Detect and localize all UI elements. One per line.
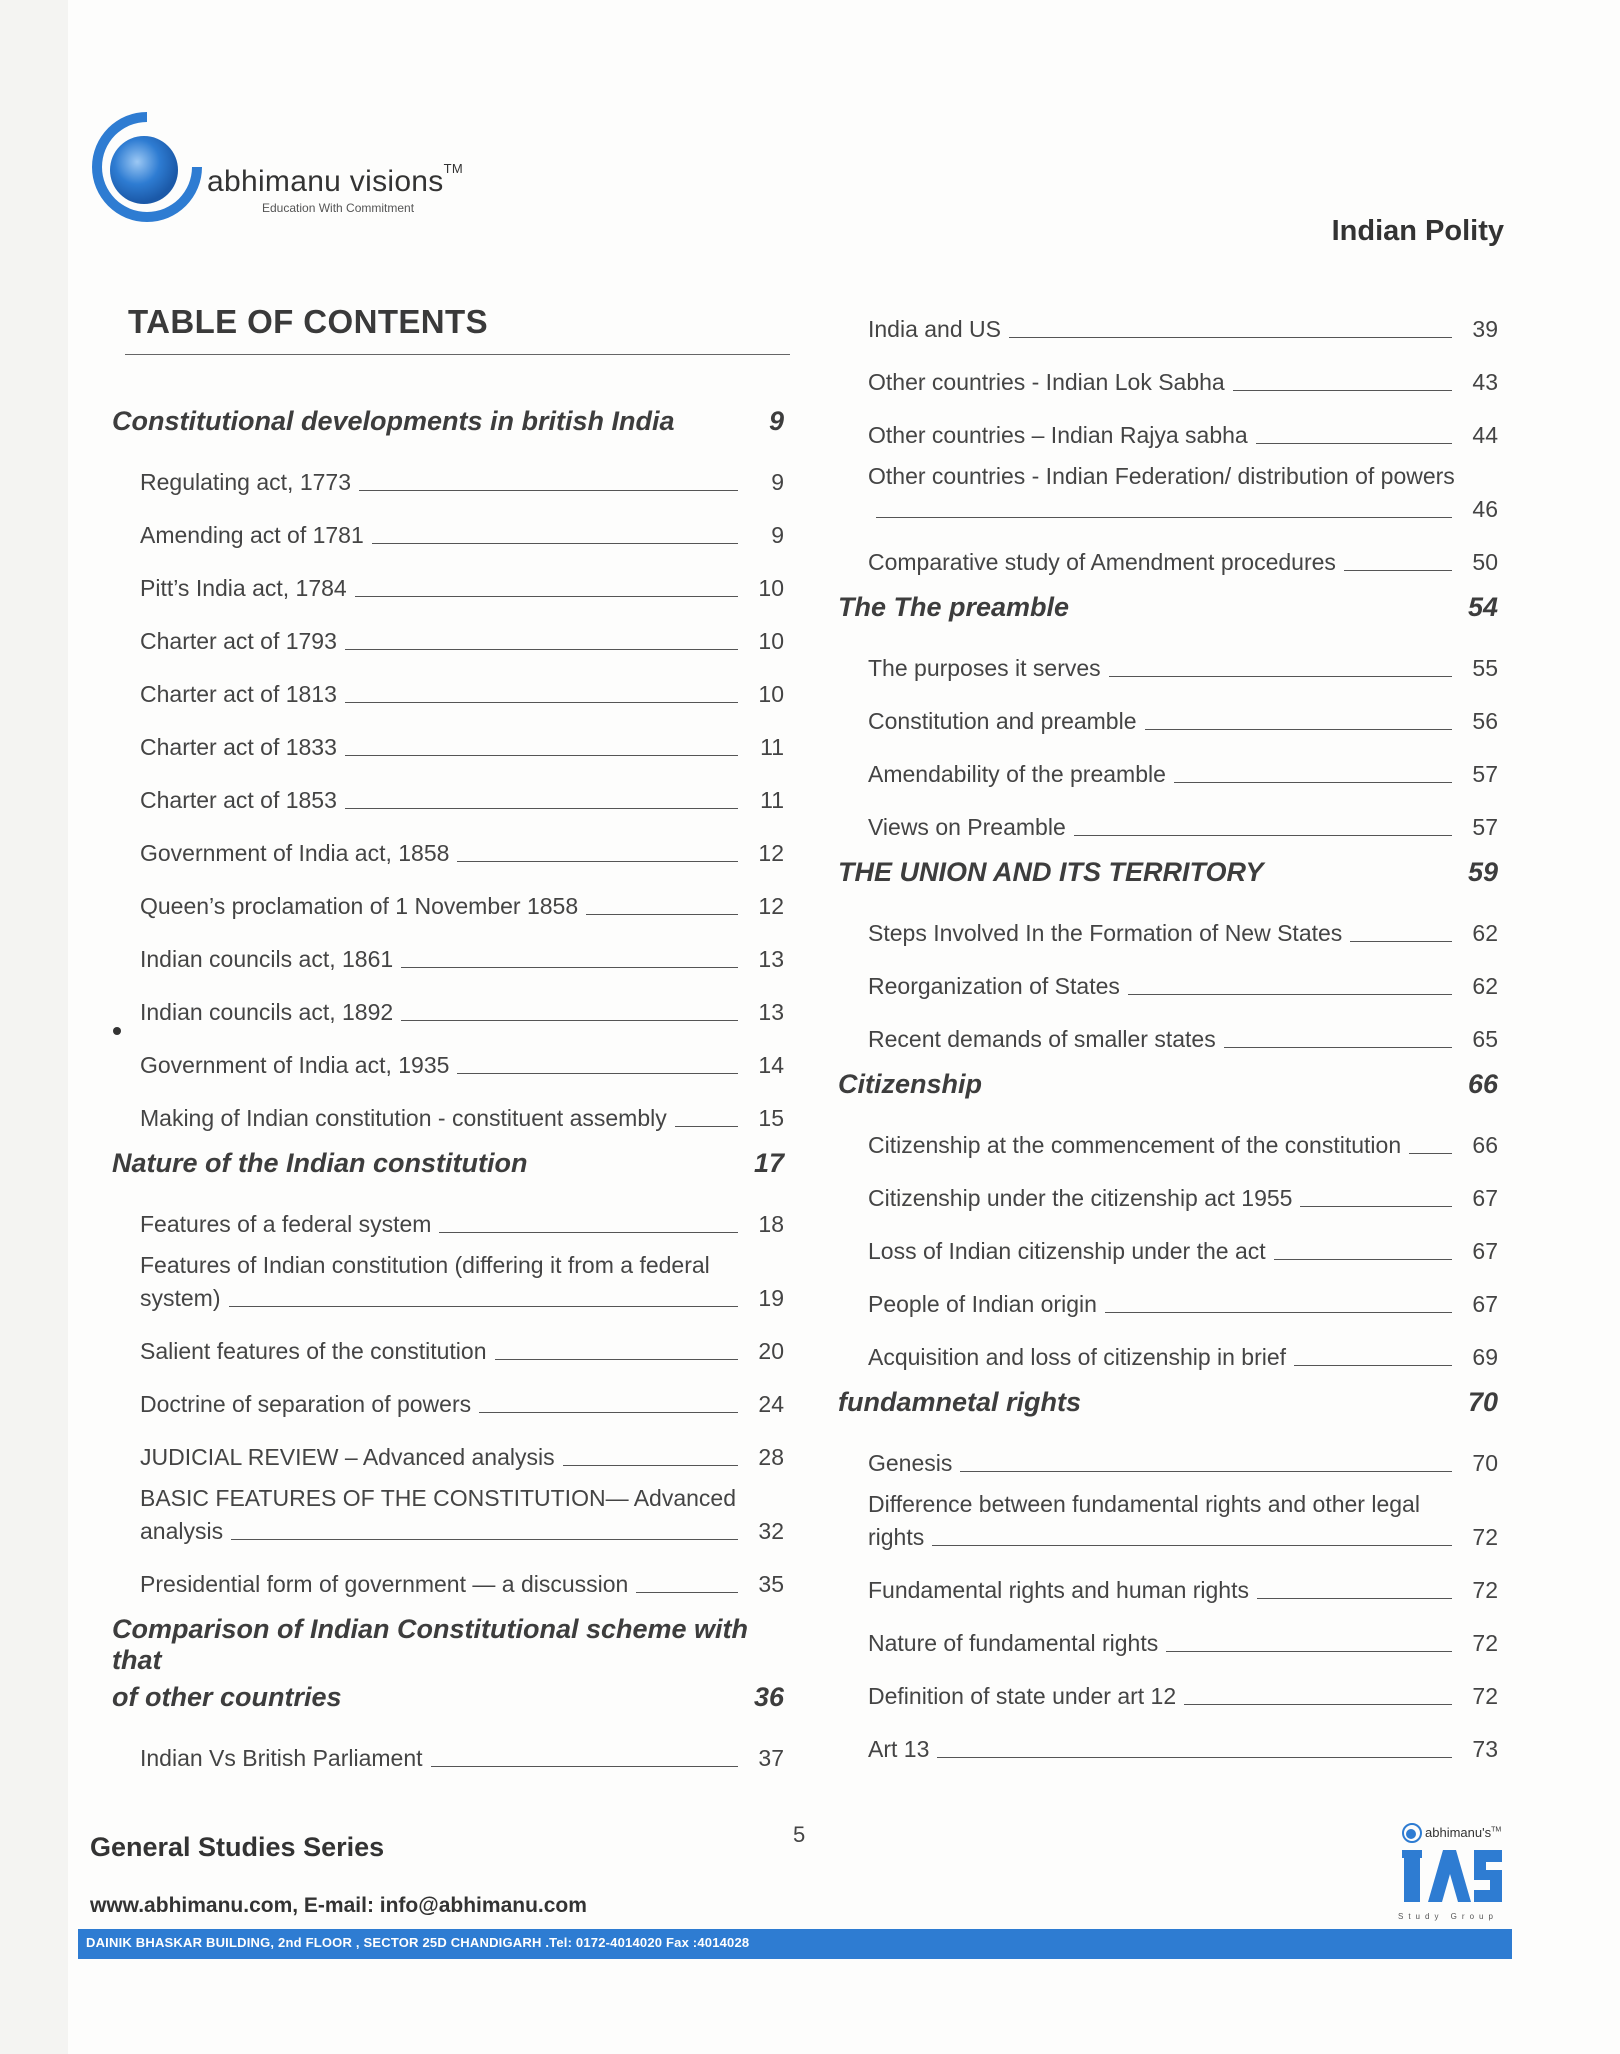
entry-page: 10 [758, 681, 784, 707]
leader-line [1128, 994, 1452, 995]
leader-line [431, 1766, 738, 1767]
leader-line [1274, 1259, 1452, 1260]
leader-line [1184, 1704, 1452, 1705]
entry-title: Citizenship at the commencement of the constitution [868, 1132, 1402, 1158]
entry-title: Difference between fundamental rights and other legal [868, 1491, 1420, 1517]
entry-title: Indian Vs British Parliament [140, 1745, 423, 1771]
entry-page: 11 [760, 734, 784, 760]
toc-entry [868, 1106, 1498, 1159]
series-title: General Studies Series [90, 1832, 385, 1862]
toc-entry [140, 867, 784, 920]
leader-line [401, 1020, 738, 1021]
section-title: Constitutional developments in british India [112, 406, 675, 436]
toc-entry [868, 1159, 1498, 1212]
leader-line [1145, 729, 1453, 730]
leader-line [1256, 443, 1452, 444]
entry-page: 67 [1472, 1185, 1498, 1211]
leader-line [401, 967, 738, 968]
entry-page: 72 [1472, 1577, 1498, 1603]
entry-page: 67 [1472, 1238, 1498, 1264]
toc-entry [868, 629, 1498, 682]
entry-title: Citizenship under the citizenship act 1955 [868, 1185, 1293, 1211]
entry-title: Steps Involved In the Formation of New States [868, 920, 1343, 946]
leader-line [345, 755, 738, 756]
entry-title: Indian councils act, 1892 [140, 999, 394, 1025]
entry-title: People of Indian origin [868, 1291, 1097, 1317]
toc-entry [140, 496, 784, 549]
leader-line [1109, 676, 1452, 677]
toc-entry [140, 1719, 784, 1772]
entry-page: 72 [1472, 1524, 1498, 1550]
brand-tagline: Education With Commitment [262, 201, 415, 215]
toc-entry [868, 1491, 1498, 1551]
entry-page: 24 [758, 1391, 784, 1417]
entry-page: 15 [758, 1105, 784, 1131]
toc-entry [140, 1312, 784, 1365]
leader-line [1344, 570, 1452, 571]
toc-entry [140, 1485, 784, 1545]
entry-page: 73 [1472, 1736, 1498, 1762]
toc-right-column [838, 290, 1498, 1763]
entry-title: Other countries - Indian Federation/ distribution of powers [868, 463, 1455, 489]
section-page: 66 [1467, 1069, 1498, 1099]
toc-left-column [112, 390, 784, 1772]
leader-line [359, 490, 738, 491]
entry-title: Making of Indian constitution - constituent assembly [140, 1105, 667, 1131]
leader-line [457, 861, 738, 862]
entry-page: 65 [1472, 1026, 1498, 1052]
section-page: 17 [753, 1148, 784, 1178]
leader-line [636, 1592, 738, 1593]
toc-entry [140, 814, 784, 867]
entry-page: 66 [1472, 1132, 1498, 1158]
contact-line: www.abhimanu.com, E-mail: info@abhimanu.com [90, 1894, 587, 1917]
entry-page: 72 [1472, 1683, 1498, 1709]
section-title-continued: of other countries [112, 1682, 342, 1712]
toc-entry [140, 1026, 784, 1079]
leader-line [355, 596, 738, 597]
toc-entry [140, 708, 784, 761]
page-number: 5 [793, 1822, 806, 1847]
scan-margin [0, 0, 68, 2054]
toc-entry [868, 396, 1498, 449]
toc-entry [868, 1000, 1498, 1053]
brand-logo-icon [88, 108, 206, 226]
leader-line [345, 808, 738, 809]
toc-entry [140, 655, 784, 708]
leader-line [495, 1359, 739, 1360]
ias-brand-name: abhimanu's™ [1425, 1825, 1502, 1840]
entry-title: Charter act of 1813 [140, 681, 337, 707]
entry-title: Presidential form of government — a discussion [140, 1571, 629, 1597]
leader-line [1174, 782, 1452, 783]
entry-page: 56 [1472, 708, 1498, 734]
toc-entry [140, 443, 784, 496]
entry-title: Comparative study of Amendment procedures [868, 549, 1336, 575]
entry-title: Other countries - Indian Lok Sabha [868, 369, 1225, 395]
leader-line [1233, 390, 1452, 391]
toc-entry [140, 1365, 784, 1418]
toc-entry [140, 1079, 784, 1132]
toc-entry [140, 761, 784, 814]
leader-line [1166, 1651, 1452, 1652]
entry-title: BASIC FEATURES OF THE CONSTITUTION— Advanced [140, 1485, 736, 1511]
brand-name: abhimanu visions™ [207, 161, 463, 198]
entry-page: 69 [1472, 1344, 1498, 1370]
entry-title-continued: system) [140, 1285, 221, 1311]
entry-page: 72 [1472, 1630, 1498, 1656]
toc-entry [140, 1418, 784, 1471]
entry-title: Fundamental rights and human rights [868, 1577, 1249, 1603]
toc-entry [140, 1185, 784, 1238]
toc-entry [868, 947, 1498, 1000]
leader-line [479, 1412, 738, 1413]
entry-title: Acquisition and loss of citizenship in brief [868, 1344, 1287, 1370]
leader-line [937, 1757, 1452, 1758]
entry-title: Genesis [868, 1450, 953, 1476]
entry-title: Views on Preamble [868, 814, 1066, 840]
entry-page: 13 [758, 946, 784, 972]
toc-entry [140, 549, 784, 602]
entry-page: 35 [758, 1571, 784, 1597]
entry-title-continued: analysis [140, 1518, 224, 1544]
toc-section [838, 1069, 1498, 1100]
toc-entry [140, 602, 784, 655]
leader-line [960, 1471, 1452, 1472]
toc-section [112, 1614, 784, 1713]
scan-speck [113, 1027, 121, 1035]
toc-section [838, 592, 1498, 623]
leader-line [1350, 941, 1452, 942]
toc-entry [868, 1710, 1498, 1763]
leader-line [1074, 835, 1452, 836]
toc-entry [868, 523, 1498, 576]
entry-title: Art 13 [868, 1736, 930, 1762]
section-title: Comparison of Indian Constitutional scheme with that [112, 1614, 749, 1675]
entry-title: Government of India act, 1858 [140, 840, 450, 866]
entry-page: 19 [758, 1285, 784, 1311]
section-title: Nature of the Indian constitution [112, 1148, 528, 1178]
section-title: Citizenship [838, 1069, 983, 1099]
toc-entry [868, 463, 1498, 523]
toc-section [838, 857, 1498, 888]
toc-entry [868, 735, 1498, 788]
toc-entry [868, 1265, 1498, 1318]
leader-line [439, 1232, 738, 1233]
address-text: DAINIK BHASKAR BUILDING, 2nd FLOOR , SECTOR 25D CHANDIGARH .Tel: 0172-4014020 Fax :4014028 [86, 1935, 750, 1950]
section-title: The The preamble [838, 592, 1070, 622]
section-page: 59 [1467, 857, 1498, 887]
leader-line [586, 914, 738, 915]
toc-entry [140, 1252, 784, 1312]
entry-title: Charter act of 1833 [140, 734, 337, 760]
entry-page: 28 [758, 1444, 784, 1470]
entry-page: 12 [758, 840, 784, 866]
entry-title: The purposes it serves [868, 655, 1101, 681]
leader-line [1409, 1153, 1452, 1154]
entry-page: 62 [1472, 920, 1498, 946]
leader-line [563, 1465, 738, 1466]
entry-title: Definition of state under art 12 [868, 1683, 1177, 1709]
entry-page: 62 [1472, 973, 1498, 999]
entry-page: 43 [1472, 369, 1498, 395]
entry-title: Loss of Indian citizenship under the act [868, 1238, 1266, 1264]
toc-section [112, 1148, 784, 1179]
leader-line [1257, 1598, 1452, 1599]
entry-title: Other countries – Indian Rajya sabha [868, 422, 1248, 448]
toc-section [112, 406, 784, 437]
entry-page: 13 [758, 999, 784, 1025]
entry-page: 9 [771, 469, 784, 495]
toc-entry [868, 1657, 1498, 1710]
leader-line [345, 702, 738, 703]
toc-section [838, 1387, 1498, 1418]
entry-page: 70 [1472, 1450, 1498, 1476]
entry-title: Charter act of 1853 [140, 787, 337, 813]
leader-line [1009, 337, 1452, 338]
entry-title: Features of a federal system [140, 1211, 432, 1237]
entry-page: 57 [1472, 761, 1498, 787]
leader-line [1224, 1047, 1452, 1048]
leader-line [1105, 1312, 1452, 1313]
toc-entry [868, 290, 1498, 343]
entry-page: 39 [1472, 316, 1498, 342]
section-page: 54 [1467, 592, 1498, 622]
entry-page: 55 [1472, 655, 1498, 681]
entry-title: Amendability of the preamble [868, 761, 1166, 787]
toc-entry [868, 1604, 1498, 1657]
leader-line [229, 1306, 739, 1307]
entry-title: Reorganization of States [868, 973, 1120, 999]
leader-line [345, 649, 738, 650]
entry-page: 50 [1472, 549, 1498, 575]
toc-entry [868, 343, 1498, 396]
toc-entry [868, 894, 1498, 947]
leader-line [675, 1126, 738, 1127]
entry-title: Recent demands of smaller states [868, 1026, 1216, 1052]
leader-line [876, 517, 1452, 518]
entry-page: 9 [771, 522, 784, 548]
leader-line [372, 543, 738, 544]
toc-title: TABLE OF CONTENTS [128, 303, 489, 340]
entry-title: Salient features of the constitution [140, 1338, 487, 1364]
entry-title: India and US [868, 316, 1001, 342]
toc-entry [868, 1551, 1498, 1604]
entry-title: Queen’s proclamation of 1 November 1858 [140, 893, 579, 919]
section-page: 70 [1467, 1387, 1498, 1417]
entry-title: Regulating act, 1773 [140, 469, 351, 495]
entry-title: Government of India act, 1935 [140, 1052, 450, 1078]
ias-subtitle: Study Group [1398, 1912, 1498, 1921]
toc-entry [140, 973, 784, 1026]
entry-page: 11 [760, 787, 784, 813]
entry-page: 37 [758, 1745, 784, 1771]
section-page: 9 [768, 406, 784, 436]
entry-page: 10 [758, 575, 784, 601]
entry-page: 20 [758, 1338, 784, 1364]
entry-title: Charter act of 1793 [140, 628, 337, 654]
ias-logo-icon [1398, 1822, 1506, 1922]
toc-entry [868, 1212, 1498, 1265]
entry-title: Indian councils act, 1861 [140, 946, 394, 972]
entry-page: 46 [1472, 496, 1498, 522]
entry-title: Doctrine of separation of powers [140, 1391, 472, 1417]
entry-page: 67 [1472, 1291, 1498, 1317]
toc-entry [140, 920, 784, 973]
section-title: fundamnetal rights [838, 1387, 1082, 1417]
entry-page: 32 [758, 1518, 784, 1544]
entry-page: 14 [758, 1052, 784, 1078]
toc-entry [868, 682, 1498, 735]
entry-page: 12 [758, 893, 784, 919]
leader-line [1294, 1365, 1452, 1366]
entry-page: 18 [758, 1211, 784, 1237]
entry-title: JUDICIAL REVIEW – Advanced analysis [140, 1444, 555, 1470]
toc-entry [140, 1545, 784, 1598]
title-divider [125, 354, 790, 355]
section-page: 36 [753, 1682, 784, 1712]
leader-line [1300, 1206, 1452, 1207]
entry-page: 57 [1472, 814, 1498, 840]
entry-title: Constitution and preamble [868, 708, 1137, 734]
section-title: THE UNION AND ITS TERRITORY [838, 857, 1264, 887]
entry-page: 10 [758, 628, 784, 654]
entry-title: Features of Indian constitution (differing it from a federal [140, 1252, 710, 1278]
entry-title-continued: rights [868, 1524, 925, 1550]
entry-page: 44 [1472, 422, 1498, 448]
entry-title: Pitt’s India act, 1784 [140, 575, 347, 601]
leader-line [457, 1073, 738, 1074]
entry-title: Nature of fundamental rights [868, 1630, 1159, 1656]
entry-title: Amending act of 1781 [140, 522, 364, 548]
toc-entry [868, 1318, 1498, 1371]
leader-line [231, 1539, 738, 1540]
subject-heading: Indian Polity [1331, 215, 1504, 247]
leader-line [932, 1545, 1452, 1546]
toc-entry [868, 788, 1498, 841]
toc-entry [868, 1424, 1498, 1477]
